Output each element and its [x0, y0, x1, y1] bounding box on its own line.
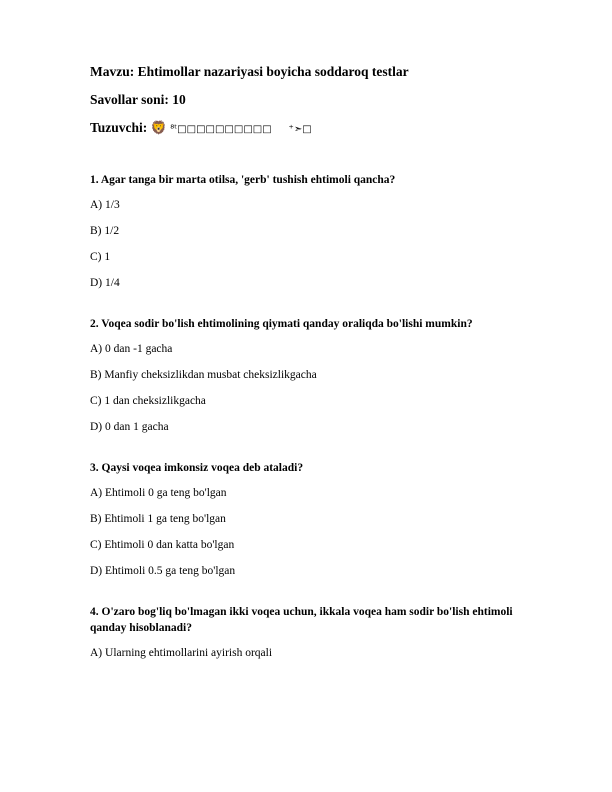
question-text: 1. Agar tanga bir marta otilsa, 'gerb' tushish ehtimoli qancha? — [90, 174, 396, 186]
option-b: B) Ehtimoli 1 ga teng bo'lgan — [90, 513, 226, 525]
option-a: A) Ularning ehtimollarini ayirish orqali — [90, 647, 273, 659]
option-a: A) Ehtimoli 0 ga teng bo'lgan — [90, 487, 227, 499]
document-body — [90, 64, 530, 672]
question-text: 3. Qaysi voqea imkonsiz voqea deb ataladi? — [90, 462, 304, 474]
question-text: 2. Voqea sodir bo'lish ehtimolining qiymati qanday oraliqda bo'lishi mumkin? — [90, 318, 473, 330]
option-c: C) 1 dan cheksizlikgacha — [90, 395, 206, 407]
lion-icon: 🦁 — [150, 121, 167, 136]
author-name: ⁸ᵗ□□□□□□□□□□ — [170, 124, 272, 135]
author-line — [90, 120, 530, 138]
question-4 — [90, 604, 530, 660]
option-d: D) 1/4 — [90, 277, 120, 289]
option-a: A) 0 dan -1 gacha — [90, 343, 173, 355]
question-text: 4. O'zaro bog'liq bo'lmagan ikki voqea uchun, ikkala voqea ham sodir bo'lish ehtimoli qanday hisoblanadi? — [90, 606, 513, 634]
topic-heading: Mavzu: Ehtimollar nazariyasi boyicha soddaroq testlar — [90, 64, 409, 79]
option-a: A) 1/3 — [90, 199, 120, 211]
question-3 — [90, 460, 530, 578]
option-c: C) Ehtimoli 0 dan katta bo'lgan — [90, 539, 235, 551]
option-d: D) Ehtimoli 0.5 ga teng bo'lgan — [90, 565, 236, 577]
option-b: B) 1/2 — [90, 225, 120, 237]
author-label: Tuzuvchi: — [90, 120, 148, 135]
option-b: B) Manfiy cheksizlikdan musbat cheksizlikgacha — [90, 369, 317, 381]
option-c: C) 1 — [90, 251, 111, 263]
question-1 — [90, 172, 530, 290]
question-count: Savollar soni: 10 — [90, 92, 186, 107]
option-d: D) 0 dan 1 gacha — [90, 421, 169, 433]
question-2 — [90, 316, 530, 434]
author-suffix: ⁺➣□ — [288, 124, 312, 135]
